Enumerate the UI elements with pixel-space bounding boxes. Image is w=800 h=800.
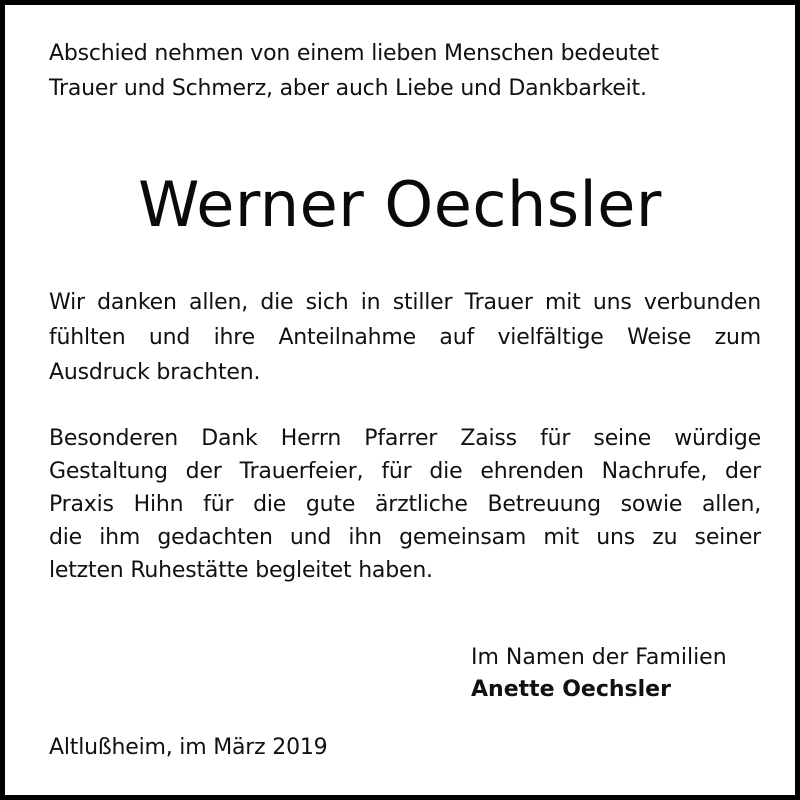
thanks-line-3: Ausdruck brachten. [49,360,261,385]
special-thanks-line-3: Praxis Hihn für die gute ärztliche Betreuung sowie allen, [49,492,761,517]
signature-on-behalf: Im Namen der Familien [471,645,727,670]
intro-line-1: Abschied nehmen von einem lieben Menschen bedeutet [49,41,659,66]
special-thanks-line-2: Gestaltung der Trauerfeier, für die ehrenden Nachrufe, der [49,459,761,484]
special-thanks-line-1: Besonderen Dank Herrn Pfarrer Zaiss für seine würdige [49,426,761,451]
thanks-line-1: Wir danken allen, die sich in stiller Trauer mit uns verbunden [49,290,761,315]
signature-signer: Anette Oechsler [471,677,671,702]
special-thanks-line-4: die ihm gedachten und ihn gemeinsam mit uns zu seiner [49,525,761,550]
special-thanks-line-5: letzten Ruhestätte begleitet haben. [49,558,433,583]
deceased-name: Werner Oechsler [138,168,662,241]
thanks-line-2: fühlten und ihre Anteilnahme auf vielfältige Weise zum [49,325,761,350]
intro-line-2: Trauer und Schmerz, aber auch Liebe und Dankbarkeit. [49,76,647,101]
place-date: Altlußheim, im März 2019 [49,735,328,760]
